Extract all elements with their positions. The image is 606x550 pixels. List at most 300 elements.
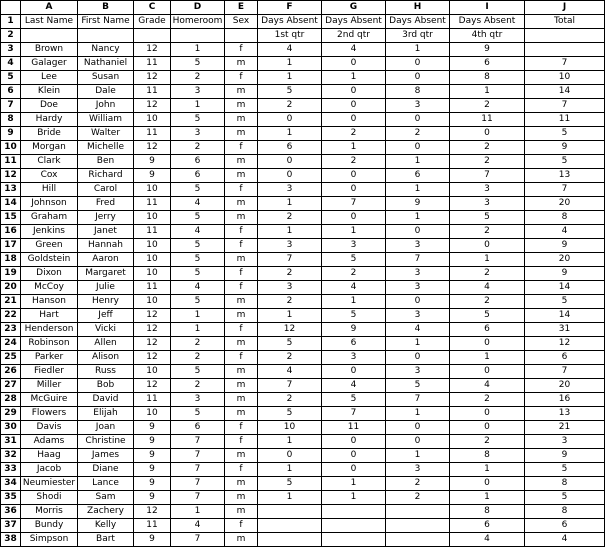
row-header[interactable]: 14 [1, 197, 21, 211]
cell-e23[interactable]: f [225, 323, 258, 337]
row-header[interactable]: 24 [1, 337, 21, 351]
row-header[interactable]: 4 [1, 57, 21, 71]
cell-e28[interactable]: m [225, 393, 258, 407]
cell-d32[interactable]: 7 [171, 449, 225, 463]
cell-e29[interactable]: m [225, 407, 258, 421]
cell-j13[interactable]: 7 [525, 183, 605, 197]
cell-a34[interactable]: Neumiester [21, 477, 78, 491]
cell-j21[interactable]: 5 [525, 295, 605, 309]
cell-f6[interactable]: 5 [258, 85, 322, 99]
cell-i21[interactable]: 2 [450, 295, 525, 309]
cell-d9[interactable]: 3 [171, 127, 225, 141]
cell-c15[interactable]: 10 [134, 211, 171, 225]
cell-d35[interactable]: 7 [171, 491, 225, 505]
cell-b9[interactable]: Walter [78, 127, 134, 141]
cell-b19[interactable]: Margaret [78, 267, 134, 281]
row-header[interactable]: 22 [1, 309, 21, 323]
cell-f17[interactable]: 3 [258, 239, 322, 253]
cell-i9[interactable]: 0 [450, 127, 525, 141]
cell-b21[interactable]: Henry [78, 295, 134, 309]
cell-c11[interactable]: 9 [134, 155, 171, 169]
cell-d15[interactable]: 5 [171, 211, 225, 225]
column-header-i[interactable]: I [450, 1, 525, 15]
cell-i32[interactable]: 8 [450, 449, 525, 463]
cell-b8[interactable]: William [78, 113, 134, 127]
cell-a12[interactable]: Cox [21, 169, 78, 183]
cell-j5[interactable]: 10 [525, 71, 605, 85]
cell-e22[interactable]: m [225, 309, 258, 323]
row-header[interactable]: 12 [1, 169, 21, 183]
cell-h8[interactable]: 0 [386, 113, 450, 127]
cell-d4[interactable]: 5 [171, 57, 225, 71]
cell-b6[interactable]: Dale [78, 85, 134, 99]
cell-a6[interactable]: Klein [21, 85, 78, 99]
cell-h24[interactable]: 1 [386, 337, 450, 351]
cell-j7[interactable]: 7 [525, 99, 605, 113]
cell-i16[interactable]: 2 [450, 225, 525, 239]
cell-h38[interactable] [386, 533, 450, 547]
cell-a13[interactable]: Hill [21, 183, 78, 197]
cell-e35[interactable]: m [225, 491, 258, 505]
cell-j15[interactable]: 8 [525, 211, 605, 225]
cell-f24[interactable]: 5 [258, 337, 322, 351]
cell-g10[interactable]: 1 [322, 141, 386, 155]
column-header-j[interactable]: J [525, 1, 605, 15]
cell-b15[interactable]: Jerry [78, 211, 134, 225]
cell-e12[interactable]: m [225, 169, 258, 183]
cell-f30[interactable]: 10 [258, 421, 322, 435]
cell-d26[interactable]: 5 [171, 365, 225, 379]
cell-j33[interactable]: 5 [525, 463, 605, 477]
cell-a7[interactable]: Doe [21, 99, 78, 113]
cell-b1[interactable]: First Name [78, 15, 134, 29]
cell-j6[interactable]: 14 [525, 85, 605, 99]
cell-d21[interactable]: 5 [171, 295, 225, 309]
cell-i34[interactable]: 0 [450, 477, 525, 491]
cell-g2[interactable]: 2nd qtr [322, 29, 386, 43]
row-header[interactable]: 2 [1, 29, 21, 43]
row-header[interactable]: 20 [1, 281, 21, 295]
row-header[interactable]: 15 [1, 211, 21, 225]
cell-a14[interactable]: Johnson [21, 197, 78, 211]
cell-g35[interactable]: 1 [322, 491, 386, 505]
cell-c34[interactable]: 9 [134, 477, 171, 491]
cell-f20[interactable]: 3 [258, 281, 322, 295]
cell-j4[interactable]: 7 [525, 57, 605, 71]
cell-d11[interactable]: 6 [171, 155, 225, 169]
cell-g23[interactable]: 9 [322, 323, 386, 337]
cell-i27[interactable]: 4 [450, 379, 525, 393]
cell-d6[interactable]: 3 [171, 85, 225, 99]
cell-d10[interactable]: 2 [171, 141, 225, 155]
cell-a11[interactable]: Clark [21, 155, 78, 169]
row-header[interactable]: 29 [1, 407, 21, 421]
cell-b11[interactable]: Ben [78, 155, 134, 169]
cell-i35[interactable]: 1 [450, 491, 525, 505]
cell-i10[interactable]: 2 [450, 141, 525, 155]
cell-e7[interactable]: m [225, 99, 258, 113]
cell-g8[interactable]: 0 [322, 113, 386, 127]
cell-d24[interactable]: 2 [171, 337, 225, 351]
cell-i8[interactable]: 11 [450, 113, 525, 127]
column-header-d[interactable]: D [171, 1, 225, 15]
cell-f19[interactable]: 2 [258, 267, 322, 281]
row-header[interactable]: 17 [1, 239, 21, 253]
row-header[interactable]: 19 [1, 267, 21, 281]
cell-j31[interactable]: 3 [525, 435, 605, 449]
cell-g19[interactable]: 2 [322, 267, 386, 281]
cell-h36[interactable] [386, 505, 450, 519]
cell-j19[interactable]: 9 [525, 267, 605, 281]
row-header[interactable]: 36 [1, 505, 21, 519]
row-header[interactable]: 11 [1, 155, 21, 169]
cell-g21[interactable]: 1 [322, 295, 386, 309]
cell-i3[interactable]: 9 [450, 43, 525, 57]
cell-g3[interactable]: 4 [322, 43, 386, 57]
cell-e10[interactable]: f [225, 141, 258, 155]
cell-g12[interactable]: 0 [322, 169, 386, 183]
cell-f23[interactable]: 12 [258, 323, 322, 337]
cell-c29[interactable]: 10 [134, 407, 171, 421]
cell-b34[interactable]: Lance [78, 477, 134, 491]
cell-b10[interactable]: Michelle [78, 141, 134, 155]
cell-a2[interactable] [21, 29, 78, 43]
cell-d28[interactable]: 3 [171, 393, 225, 407]
cell-a27[interactable]: Miller [21, 379, 78, 393]
cell-f16[interactable]: 1 [258, 225, 322, 239]
cell-i19[interactable]: 2 [450, 267, 525, 281]
cell-a31[interactable]: Adams [21, 435, 78, 449]
cell-d25[interactable]: 2 [171, 351, 225, 365]
cell-f29[interactable]: 5 [258, 407, 322, 421]
cell-g24[interactable]: 6 [322, 337, 386, 351]
cell-f12[interactable]: 0 [258, 169, 322, 183]
row-header[interactable]: 28 [1, 393, 21, 407]
cell-c30[interactable]: 9 [134, 421, 171, 435]
cell-j3[interactable] [525, 43, 605, 57]
cell-a28[interactable]: McGuire [21, 393, 78, 407]
row-header[interactable]: 34 [1, 477, 21, 491]
cell-d22[interactable]: 1 [171, 309, 225, 323]
cell-f37[interactable] [258, 519, 322, 533]
cell-h11[interactable]: 1 [386, 155, 450, 169]
cell-i12[interactable]: 7 [450, 169, 525, 183]
cell-d20[interactable]: 4 [171, 281, 225, 295]
cell-b28[interactable]: David [78, 393, 134, 407]
cell-j35[interactable]: 5 [525, 491, 605, 505]
cell-c25[interactable]: 12 [134, 351, 171, 365]
cell-c24[interactable]: 12 [134, 337, 171, 351]
cell-h34[interactable]: 2 [386, 477, 450, 491]
cell-e1[interactable]: Sex [225, 15, 258, 29]
cell-c7[interactable]: 12 [134, 99, 171, 113]
cell-c10[interactable]: 12 [134, 141, 171, 155]
cell-j32[interactable]: 9 [525, 449, 605, 463]
cell-a1[interactable]: Last Name [21, 15, 78, 29]
cell-j38[interactable]: 4 [525, 533, 605, 547]
cell-c5[interactable]: 12 [134, 71, 171, 85]
cell-e9[interactable]: m [225, 127, 258, 141]
cell-h33[interactable]: 3 [386, 463, 450, 477]
cell-c3[interactable]: 12 [134, 43, 171, 57]
cell-h32[interactable]: 1 [386, 449, 450, 463]
cell-e4[interactable]: m [225, 57, 258, 71]
cell-f25[interactable]: 2 [258, 351, 322, 365]
cell-i11[interactable]: 2 [450, 155, 525, 169]
cell-a24[interactable]: Robinson [21, 337, 78, 351]
cell-j25[interactable]: 6 [525, 351, 605, 365]
cell-d37[interactable]: 4 [171, 519, 225, 533]
cell-g11[interactable]: 2 [322, 155, 386, 169]
cell-e36[interactable]: m [225, 505, 258, 519]
cell-h29[interactable]: 1 [386, 407, 450, 421]
cell-g38[interactable] [322, 533, 386, 547]
cell-d16[interactable]: 4 [171, 225, 225, 239]
cell-j17[interactable]: 9 [525, 239, 605, 253]
cell-b20[interactable]: Julie [78, 281, 134, 295]
cell-e24[interactable]: m [225, 337, 258, 351]
cell-a26[interactable]: Fiedler [21, 365, 78, 379]
cell-d2[interactable] [171, 29, 225, 43]
cell-i14[interactable]: 3 [450, 197, 525, 211]
cell-b38[interactable]: Bart [78, 533, 134, 547]
cell-h26[interactable]: 3 [386, 365, 450, 379]
cell-h27[interactable]: 5 [386, 379, 450, 393]
cell-f13[interactable]: 3 [258, 183, 322, 197]
row-header[interactable]: 26 [1, 365, 21, 379]
cell-b7[interactable]: John [78, 99, 134, 113]
cell-j27[interactable]: 20 [525, 379, 605, 393]
cell-e33[interactable]: f [225, 463, 258, 477]
cell-f3[interactable]: 4 [258, 43, 322, 57]
cell-i26[interactable]: 0 [450, 365, 525, 379]
cell-a29[interactable]: Flowers [21, 407, 78, 421]
row-header[interactable]: 38 [1, 533, 21, 547]
cell-g16[interactable]: 1 [322, 225, 386, 239]
cell-g18[interactable]: 5 [322, 253, 386, 267]
cell-b3[interactable]: Nancy [78, 43, 134, 57]
cell-g17[interactable]: 3 [322, 239, 386, 253]
cell-g5[interactable]: 1 [322, 71, 386, 85]
cell-a20[interactable]: McCoy [21, 281, 78, 295]
cell-h10[interactable]: 0 [386, 141, 450, 155]
row-header[interactable]: 37 [1, 519, 21, 533]
cell-a37[interactable]: Bundy [21, 519, 78, 533]
cell-g30[interactable]: 11 [322, 421, 386, 435]
cell-e5[interactable]: f [225, 71, 258, 85]
cell-a3[interactable]: Brown [21, 43, 78, 57]
cell-b36[interactable]: Zachery [78, 505, 134, 519]
cell-c20[interactable]: 11 [134, 281, 171, 295]
cell-h6[interactable]: 8 [386, 85, 450, 99]
cell-i38[interactable]: 4 [450, 533, 525, 547]
cell-d18[interactable]: 5 [171, 253, 225, 267]
cell-g27[interactable]: 4 [322, 379, 386, 393]
cell-h3[interactable]: 1 [386, 43, 450, 57]
cell-i30[interactable]: 0 [450, 421, 525, 435]
cell-f4[interactable]: 1 [258, 57, 322, 71]
cell-h4[interactable]: 0 [386, 57, 450, 71]
row-header[interactable]: 3 [1, 43, 21, 57]
cell-a16[interactable]: Jenkins [21, 225, 78, 239]
cell-g33[interactable]: 0 [322, 463, 386, 477]
cell-d38[interactable]: 7 [171, 533, 225, 547]
cell-b35[interactable]: Sam [78, 491, 134, 505]
cell-c18[interactable]: 10 [134, 253, 171, 267]
cell-b23[interactable]: Vicki [78, 323, 134, 337]
row-header[interactable]: 35 [1, 491, 21, 505]
cell-b24[interactable]: Allen [78, 337, 134, 351]
cell-f27[interactable]: 7 [258, 379, 322, 393]
cell-e16[interactable]: f [225, 225, 258, 239]
cell-b16[interactable]: Janet [78, 225, 134, 239]
cell-h28[interactable]: 7 [386, 393, 450, 407]
cell-i36[interactable]: 8 [450, 505, 525, 519]
cell-b4[interactable]: Nathaniel [78, 57, 134, 71]
cell-f21[interactable]: 2 [258, 295, 322, 309]
cell-j24[interactable]: 12 [525, 337, 605, 351]
cell-f35[interactable]: 1 [258, 491, 322, 505]
cell-c21[interactable]: 10 [134, 295, 171, 309]
row-header[interactable]: 13 [1, 183, 21, 197]
cell-j34[interactable]: 8 [525, 477, 605, 491]
cell-c4[interactable]: 11 [134, 57, 171, 71]
cell-f26[interactable]: 4 [258, 365, 322, 379]
cell-j28[interactable]: 16 [525, 393, 605, 407]
cell-f10[interactable]: 6 [258, 141, 322, 155]
row-header[interactable]: 18 [1, 253, 21, 267]
select-all-corner[interactable] [1, 1, 21, 15]
cell-a33[interactable]: Jacob [21, 463, 78, 477]
cell-d3[interactable]: 1 [171, 43, 225, 57]
cell-d17[interactable]: 5 [171, 239, 225, 253]
cell-h9[interactable]: 2 [386, 127, 450, 141]
cell-f11[interactable]: 0 [258, 155, 322, 169]
cell-a23[interactable]: Henderson [21, 323, 78, 337]
row-header[interactable]: 25 [1, 351, 21, 365]
cell-h21[interactable]: 0 [386, 295, 450, 309]
cell-e18[interactable]: m [225, 253, 258, 267]
cell-i7[interactable]: 2 [450, 99, 525, 113]
cell-i28[interactable]: 2 [450, 393, 525, 407]
cell-f28[interactable]: 2 [258, 393, 322, 407]
cell-e26[interactable]: m [225, 365, 258, 379]
cell-g6[interactable]: 0 [322, 85, 386, 99]
cell-h1[interactable]: Days Absent [386, 15, 450, 29]
cell-g29[interactable]: 7 [322, 407, 386, 421]
cell-i1[interactable]: Days Absent [450, 15, 525, 29]
cell-h16[interactable]: 0 [386, 225, 450, 239]
cell-a36[interactable]: Morris [21, 505, 78, 519]
cell-h31[interactable]: 0 [386, 435, 450, 449]
cell-a18[interactable]: Goldstein [21, 253, 78, 267]
cell-j12[interactable]: 13 [525, 169, 605, 183]
cell-c16[interactable]: 11 [134, 225, 171, 239]
cell-c1[interactable]: Grade [134, 15, 171, 29]
cell-j29[interactable]: 13 [525, 407, 605, 421]
cell-h20[interactable]: 3 [386, 281, 450, 295]
cell-j2[interactable] [525, 29, 605, 43]
cell-i15[interactable]: 5 [450, 211, 525, 225]
row-header[interactable]: 27 [1, 379, 21, 393]
cell-g31[interactable]: 0 [322, 435, 386, 449]
cell-e27[interactable]: m [225, 379, 258, 393]
cell-c13[interactable]: 10 [134, 183, 171, 197]
cell-d30[interactable]: 6 [171, 421, 225, 435]
cell-j9[interactable]: 5 [525, 127, 605, 141]
cell-d33[interactable]: 7 [171, 463, 225, 477]
cell-j14[interactable]: 20 [525, 197, 605, 211]
cell-d23[interactable]: 1 [171, 323, 225, 337]
cell-f15[interactable]: 2 [258, 211, 322, 225]
cell-i25[interactable]: 1 [450, 351, 525, 365]
column-header-g[interactable]: G [322, 1, 386, 15]
cell-a25[interactable]: Parker [21, 351, 78, 365]
cell-b14[interactable]: Fred [78, 197, 134, 211]
cell-e15[interactable]: m [225, 211, 258, 225]
cell-e38[interactable]: m [225, 533, 258, 547]
cell-a9[interactable]: Bride [21, 127, 78, 141]
cell-g13[interactable]: 0 [322, 183, 386, 197]
cell-g15[interactable]: 0 [322, 211, 386, 225]
cell-g32[interactable]: 0 [322, 449, 386, 463]
column-header-a[interactable]: A [21, 1, 78, 15]
column-header-b[interactable]: B [78, 1, 134, 15]
row-header[interactable]: 7 [1, 99, 21, 113]
cell-i23[interactable]: 6 [450, 323, 525, 337]
cell-h19[interactable]: 3 [386, 267, 450, 281]
cell-e31[interactable]: f [225, 435, 258, 449]
cell-e11[interactable]: m [225, 155, 258, 169]
cell-b29[interactable]: Elijah [78, 407, 134, 421]
cell-i31[interactable]: 2 [450, 435, 525, 449]
cell-b12[interactable]: Richard [78, 169, 134, 183]
cell-h7[interactable]: 3 [386, 99, 450, 113]
cell-e6[interactable]: m [225, 85, 258, 99]
cell-i29[interactable]: 0 [450, 407, 525, 421]
cell-f18[interactable]: 7 [258, 253, 322, 267]
cell-a32[interactable]: Haag [21, 449, 78, 463]
cell-e3[interactable]: f [225, 43, 258, 57]
cell-c14[interactable]: 11 [134, 197, 171, 211]
cell-a21[interactable]: Hanson [21, 295, 78, 309]
cell-f14[interactable]: 1 [258, 197, 322, 211]
cell-g9[interactable]: 2 [322, 127, 386, 141]
cell-j1[interactable]: Total [525, 15, 605, 29]
cell-j8[interactable]: 11 [525, 113, 605, 127]
cell-a30[interactable]: Davis [21, 421, 78, 435]
cell-d34[interactable]: 7 [171, 477, 225, 491]
cell-d27[interactable]: 2 [171, 379, 225, 393]
cell-e37[interactable]: f [225, 519, 258, 533]
cell-g7[interactable]: 0 [322, 99, 386, 113]
cell-i22[interactable]: 5 [450, 309, 525, 323]
row-header[interactable]: 33 [1, 463, 21, 477]
cell-d31[interactable]: 7 [171, 435, 225, 449]
column-header-c[interactable]: C [134, 1, 171, 15]
cell-d36[interactable]: 1 [171, 505, 225, 519]
cell-e19[interactable]: f [225, 267, 258, 281]
cell-b30[interactable]: Joan [78, 421, 134, 435]
cell-d7[interactable]: 1 [171, 99, 225, 113]
cell-j10[interactable]: 9 [525, 141, 605, 155]
cell-j11[interactable]: 5 [525, 155, 605, 169]
cell-c2[interactable] [134, 29, 171, 43]
cell-d12[interactable]: 6 [171, 169, 225, 183]
cell-a19[interactable]: Dixon [21, 267, 78, 281]
cell-d1[interactable]: Homeroom [171, 15, 225, 29]
cell-a17[interactable]: Green [21, 239, 78, 253]
